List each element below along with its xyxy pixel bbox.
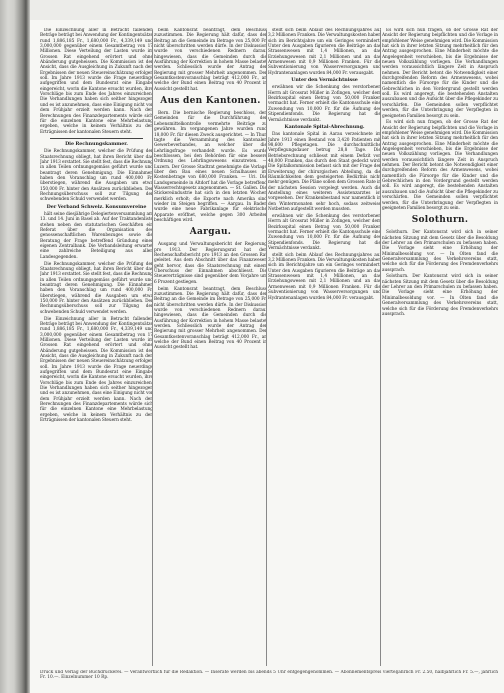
column-4-paragraph-3: Solothurn. Der Kantonsrat wird sich in seiner nächsten Sitzung mit dem Gesetz über die Besoldung der Lehrer an den Primarschulen zu befassen haben. Die Vorlage sieht eine Erhöhung der Minimalbesoldung vor. — In Olten fand die Generalversammlung des Verkehrsvereins statt, welche sich für die Förderung des Fremdenverkehrs aussprach. — [382, 230, 498, 273]
column-1-paragraph: Die Einzeichnung aller in Betracht fallenden Beträge beträgt bei Anwendung der Kontingentsätze rund 1,886,185 Fr., 1,680,000 Fr., 4,339,149 und 3,000,000 gegenüber einem Gesamtbetrag von 17 Millionen. Diese Verteilung der Lasten wurde im Grossen Rat eingehend erörtert und ohne Abänderung gutgeheissen. Die Kommission ist der Ansicht, dass die Ausgleichung in Zukunft nach den Ergebnissen der neuen Steuereinschätzung erfolgen soll. Im Jahre 1913 wurde die Frage neuerdings aufgegriffen und dem Bundesrat eine Eingabe eingereicht, worin die Kantone ersucht wurden, ihre Vorschläge bis zum Ende des Jahres einzureichen. Die Verhandlungen haben sich seither hingezogen und es ist anzunehmen, dass eine Einigung nicht vor dem Frühjahr erzielt werden kann. Nach den Berechnungen des Finanzdepartements würde sich für die einzelnen Kantone eine Mehrbelastung ergeben, welche in keinem Verhältnis zu den Erträgnissen der kantonalen Steuern steht. — [40, 28, 153, 135]
section-heading-vermaechtnisse: Unter den Vermächtnisse — [291, 77, 358, 84]
article-column-4 — [382, 28, 498, 668]
article-column-1 — [40, 28, 153, 668]
column-4-paragraph-2: Es wird sich nun fragen, ob der Grosse Rat der Ansicht der Regierung beipflichten und die Vorlage in empfohlener Weise genehmigen wird. Die Kommission hat sich in ihrer letzten Sitzung mehrheitlich für den Antrag ausgesprochen. Eine Minderheit möchte die Angelegenheit verschieben, bis die Ergebnisse der neuen Volkszählung vorliegen. Die Verhandlungen werden voraussichtlich längere Zeit in Anspruch nehmen. Der Bericht betont die Notwendigkeit einer durchgreifenden Reform des Armenwesens, wobei namentlich die Fürsorge für die Kinder und die Gebrechlichen in den Vordergrund gestellt werden soll. Es wird angeregt, die bestehenden Anstalten auszubauen und die Aufsicht über die Pflegekinder zu verschärfen. Die Gemeinden sollen verpflichtet werden, für die Unterbringung der Verpflegten in geeigneten Familien besorgt zu sein. — [382, 120, 498, 211]
column-1-paragraph-3: hält seine diesjährige Delegiertenversammlung am 13. und 14. Juni in Basel ab. Auf der Traktandenliste stehen neben den statutarischen Geschäften ein Referat über die Organisation des genossenschaftlichen Warenbezuges sowie die Beratung der Frage betreffend Gründung einer eigenen Zentralbank. Die Verbandsleitung erwartet eine zahlreiche Beteiligung aus allen Landesgegenden. — [40, 212, 153, 260]
column-1-paragraph-5: Die Einzeichnung aller in Betracht fallenden Beträge beträgt bei Anwendung der Kontingentsätze rund 1,886,185 Fr., 1,680,000 Fr., 4,339,149 und 3,000,000 gegenüber einem Gesamtbetrag von 17 Millionen. Diese Verteilung der Lasten wurde im Grossen Rat eingehend erörtert und ohne Abänderung gutgeheissen. Die Kommission ist der Ansicht, dass die Ausgleichung in Zukunft nach den Ergebnissen der neuen Steuereinschätzung erfolgen soll. Im Jahre 1913 wurde die Frage neuerdings aufgegriffen und dem Bundesrat eine Eingabe eingereicht, worin die Kantone ersucht wurden, ihre Vorschläge bis zum Ende des Jahres einzureichen. Die Verhandlungen haben sich seither hingezogen und es ist anzunehmen, dass eine Einigung nicht vor dem Frühjahr erzielt werden kann. Nach den Berechnungen des Finanzdepartements würde sich für die einzelnen Kantone eine Mehrbelastung ergeben, welche in keinem Verhältnis zu den Erträgnissen der kantonalen Steuern steht. — [40, 316, 153, 424]
column-3-paragraph-3: Das kantonale Spital in Aarau verzeichnete im Jahre 1913 einen Bestand von 3,420 Patienten mit 98,600 Pflegetagen. Die durchschnittliche Verpflegungsdauer betrug 28,8 Tage. Die Betriebsrechnung schliesst mit einem Defizit von 48,000 Franken, das durch den Staat gedeckt wird. Die Spitalkommission befasst sich mit der Frage der Erweiterung der chirurgischen Abteilung, da die Räumlichkeiten dem gesteigerten Bedürfnis nicht mehr genügen. Die Pläne sollen dem Grossen Rate in der nächsten Session vorgelegt werden. Auch die Anstellung eines weiteren Assistenzarztes ist vorgesehen. Der Krankenbestand war namentlich in den Wintermonaten sehr hoch, sodass zeitweise Notbetten aufgestellt werden mussten. — [268, 132, 381, 212]
section-heading-solothurn: Solothurn. — [411, 215, 469, 226]
section-heading-kantonen: Aus den Kantonen. — [160, 96, 261, 107]
column-2-paragraph: beim Kantonsrat beantragt, dem Beschluss zuzustimmen. Die Regierung hält dafür, dass der Beitrag an die Gemeinde im Betrage von 25,000 Fr. nicht überschritten werden dürfe. In der Diskussion wurde von verschiedenen Rednern darauf hingewiesen, dass die Gemeinden durch die Ausführung der Korrektion in hohem Masse belastet werden. Schliesslich wurde der Antrag der Regierung mit grosser Mehrheit angenommen. Der Gesamtkostenvoranschlag beträgt 412,000 Fr., an welche der Bund einen Beitrag von 40 Prozent in Aussicht gestellt hat. — [154, 28, 267, 92]
column-4-paragraph: Es wird sich nun fragen, ob der Grosse Rat der Ansicht der Regierung beipflichten und die Vorlage in empfohlener Weise genehmigen wird. Die Kommission hat sich in ihrer letzten Sitzung mehrheitlich für den Antrag ausgesprochen. Eine Minderheit möchte die Angelegenheit verschieben, bis die Ergebnisse der neuen Volkszählung vorliegen. Die Verhandlungen werden voraussichtlich längere Zeit in Anspruch nehmen. Der Bericht betont die Notwendigkeit einer durchgreifenden Reform des Armenwesens, wobei namentlich die Fürsorge für die Kinder und die Gebrechlichen in den Vordergrund gestellt werden soll. Es wird angeregt, die bestehenden Anstalten auszubauen und die Aufsicht über die Pflegekinder zu verschärfen. Die Gemeinden sollen verpflichtet werden, für die Unterbringung der Verpflegten in geeigneten Familien besorgt zu sein. — [382, 28, 498, 119]
section-heading-rechnungskammer: Die Rechnungskammer. — [65, 140, 128, 147]
section-divider — [50, 138, 143, 139]
column-3-paragraph-5: stellt sich beim Ablauf des Rechnungsjahres auf 3,2 Millionen Franken. Die Verwaltungskosten haben sich im Berichtsjahre um ein Geringes vermindert. Unter den Ausgaben figurieren die Beiträge an das Strassenwesen mit 1,4 Millionen, an das Erziehungswesen mit 2,1 Millionen und an das Armenwesen mit 0,9 Millionen Franken. Für die Subventionierung von Wasserversorgungen und Hydrantenanlagen wurden 84,000 Fr. verausgabt. — [268, 252, 381, 301]
column-2-paragraph-2: Bern. Die bernische Regierung beschloss, den Gemeinden für die Durchführung der Lebensmittelkontrolle vermehrte Beiträge zu gewähren. Im vergangenen Jahre wurden rund 18,000 Fr. für diesen Zweck ausgerichtet. — In Thun tagte die Versammlung des kantonalen Gewerbeverbandes, an welcher über die Lehrlingsfrage verhandelt wurde. Es wurde beschlossen, bei den Behörden für eine bessere Ordnung des Lehrlingswesens einzutreten. — Luzern. Der Grosse Stadtrat genehmigte die Vorlage über den Bau eines neuen Schulhauses im Kostenbetrage von 680,000 Franken. — Uri. Die Landsgemeinde in Altdorf hat die Vorlage betreffend Wasserrechtsgesetz angenommen. — St. Gallen. Die Stickereiindustrie hat sich in den letzten Wochen merklich erholt; die Exporte nach Amerika sind wieder im Steigen begriffen. — Aargau. In Baden wurde eine neue Fabrikanlage für elektrische Apparate eröffnet, welche gegen 300 Arbeiter beschäftigen wird. — [154, 111, 267, 223]
newspaper-page — [30, 20, 504, 693]
column-2-paragraph-3: Ausgang und Verwaltungsbericht der Regierung pro 1913. Der Regierungsrat hat den Rechenschaftsbericht pro 1913 an den Grossen Rat geleitet. Aus dem Abschnitt über das Finanzwesen geht hervor, dass die Staatsrechnung mit einem Überschuss der Einnahmen abschliesst. Die Steuererträgnisse sind gegenüber dem Vorjahre um 6 Prozent gestiegen. — [154, 242, 267, 285]
column-4-paragraph-4: Solothurn. Der Kantonsrat wird sich in seiner nächsten Sitzung mit dem Gesetz über die Besoldung der Lehrer an den Primarschulen zu befassen haben. Die Vorlage sieht eine Erhöhung der Minimalbesoldung vor. — In Olten fand die Generalversammlung des Verkehrsvereins statt, welche sich für die Förderung des Fremdenverkehrs aussprach. — [382, 274, 498, 317]
column-3-paragraph: stellt sich beim Ablauf des Rechnungsjahres auf 3,2 Millionen Franken. Die Verwaltungskosten haben sich im Berichtsjahre um ein Geringes vermindert. Unter den Ausgaben figurieren die Beiträge an das Strassenwesen mit 1,4 Millionen, an das Erziehungswesen mit 2,1 Millionen und an das Armenwesen mit 0,9 Millionen Franken. Für die Subventionierung von Wasserversorgungen und Hydrantenanlagen wurden 84,000 Fr. verausgabt. — [268, 28, 381, 76]
section-heading-konsumvereine: Der Verband Schweiz. Konsumvereine — [46, 203, 147, 210]
book-binding-gutter — [0, 0, 30, 693]
column-3-paragraph-4: erwähnen wir die Schenkung des verstorbenen Herrn alt Grossrat Müller in Zofingen, welcher dem Bezirksspital einen Betrag von 50,000 Franken vermacht hat. Ferner erhielt die Kantonsschule eine Zuwendung von 10,000 Fr. für die Äufnung des Stipendienfonds. Die Regierung hat die Vermächtnisse verdankt. — [268, 213, 381, 251]
column-divider — [266, 30, 267, 666]
article-column-3 — [268, 28, 381, 668]
column-divider — [152, 30, 153, 666]
section-heading-aargau: Aargau. — [189, 227, 232, 238]
section-heading-spital: Kantonale Spital-Abrechnung. — [284, 123, 365, 130]
top-margin-strip — [0, 0, 504, 20]
column-3-paragraph-2: erwähnen wir die Schenkung des verstorbenen Herrn alt Grossrat Müller in Zofingen, welcher dem Bezirksspital einen Betrag von 50,000 Franken vermacht hat. Ferner erhielt die Kantonsschule eine Zuwendung von 10,000 Fr. für die Äufnung des Stipendienfonds. Die Regierung hat die Vermächtnisse verdankt. — [268, 85, 381, 123]
column-1-paragraph-2: Die Rechnungskammer, welcher die Prüfung der Staatsrechnung obliegt, hat ihren Bericht über das Jahr 1913 erstattet. Sie stellt fest, dass die Rechnung in allen Teilen ordnungsgemäss geführt wurde und beantragt deren Genehmigung. Die Einnahmen haben den Voranschlag um rund 400,000 Fr. überstiegen, während die Ausgaben um etwa 150,000 Fr. hinter den Ansätzen zurückblieben. Der Rechnungsüberschuss soll zur Tilgung der schwebenden Schuld verwendet werden. — [40, 149, 153, 203]
column-2-paragraph-4: beim Kantonsrat beantragt, dem Beschluss zuzustimmen. Die Regierung hält dafür, dass der Beitrag an die Gemeinde im Betrage von 25,000 Fr. nicht überschritten werden dürfe. In der Diskussion wurde von verschiedenen Rednern darauf hingewiesen, dass die Gemeinden durch die Ausführung der Korrektion in hohem Masse belastet werden. Schliesslich wurde der Antrag der Regierung mit grosser Mehrheit angenommen. Der Gesamtkostenvoranschlag beträgt 412,000 Fr., an welche der Bund einen Beitrag von 40 Prozent in Aussicht gestellt hat. — [154, 286, 267, 351]
page-footer: Druck und Verlag der Buchdruckerei. — Verantwortlich für die Redaktion. — Inserate werden bis abends 5 Uhr entgegengenommen. — Abonnementspreis vierteljährlich Fr. 2.50, halbjährlich Fr. 5.—, jährlich Fr. 10.—. Einzelnummer 10 Rp. — [40, 670, 498, 681]
column-divider — [380, 30, 381, 666]
column-1-paragraph-4: Die Rechnungskammer, welcher die Prüfung der Staatsrechnung obliegt, hat ihren Bericht über das Jahr 1913 erstattet. Sie stellt fest, dass die Rechnung in allen Teilen ordnungsgemäss geführt wurde und beantragt deren Genehmigung. Die Einnahmen haben den Voranschlag um rund 400,000 Fr. überstiegen, während die Ausgaben um etwa 150,000 Fr. hinter den Ansätzen zurückblieben. Der Rechnungsüberschuss soll zur Tilgung der schwebenden Schuld verwendet werden. — [40, 261, 153, 315]
article-column-2 — [154, 28, 267, 668]
